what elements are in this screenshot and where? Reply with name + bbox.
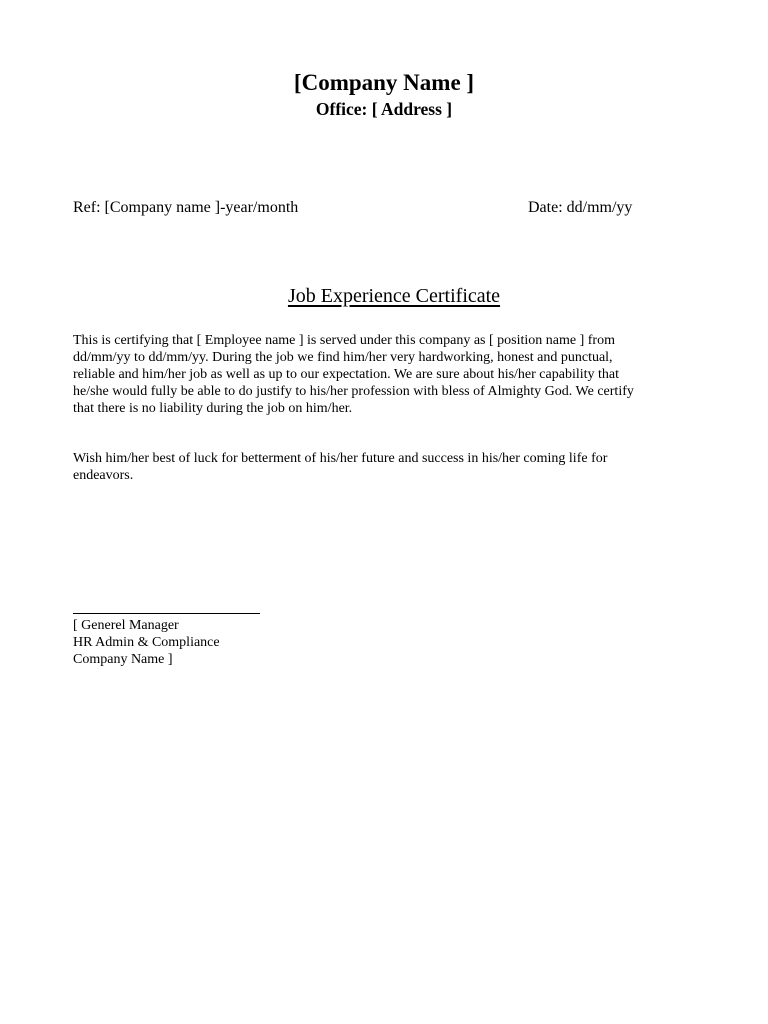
signature-line <box>73 613 260 614</box>
paragraph-line: reliable and him/her job as well as up to our expectation. We are sure about his/her capability that <box>73 367 619 382</box>
signature-block <box>73 600 260 668</box>
signatory-title: [ Generel Manager <box>73 618 179 633</box>
certificate-title <box>0 257 768 335</box>
body-paragraph-1 <box>73 332 634 417</box>
paragraph-line: dd/mm/yy to dd/mm/yy. During the job we find him/her very hardworking, honest and punctual, <box>73 350 613 365</box>
date-line: Date: dd/mm/yy <box>528 199 633 216</box>
body-paragraph-2 <box>73 450 607 484</box>
reference-line: Ref: [Company name ]-year/month <box>73 199 299 216</box>
office-address-heading: Office: [ Address ] <box>315 99 453 119</box>
company-name-heading: [Company Name ] <box>293 70 475 95</box>
paragraph-line: This is certifying that [ Employee name ] is served under this company as [ position name ] from <box>73 333 615 348</box>
paragraph-line: endeavors. <box>73 468 134 483</box>
certificate-title-text: Job Experience Certificate <box>287 285 501 307</box>
signatory-company: Company Name ] <box>73 652 173 667</box>
paragraph-line: Wish him/her best of luck for betterment of his/her future and success in his/her coming life for <box>73 451 608 466</box>
paragraph-line: he/she would fully be able to do justify to his/her profession with bless of Almighty God. We certify <box>73 384 634 399</box>
paragraph-line: that there is no liability during the job on him/her. <box>73 401 353 416</box>
signatory-department: HR Admin & Compliance <box>73 635 220 650</box>
